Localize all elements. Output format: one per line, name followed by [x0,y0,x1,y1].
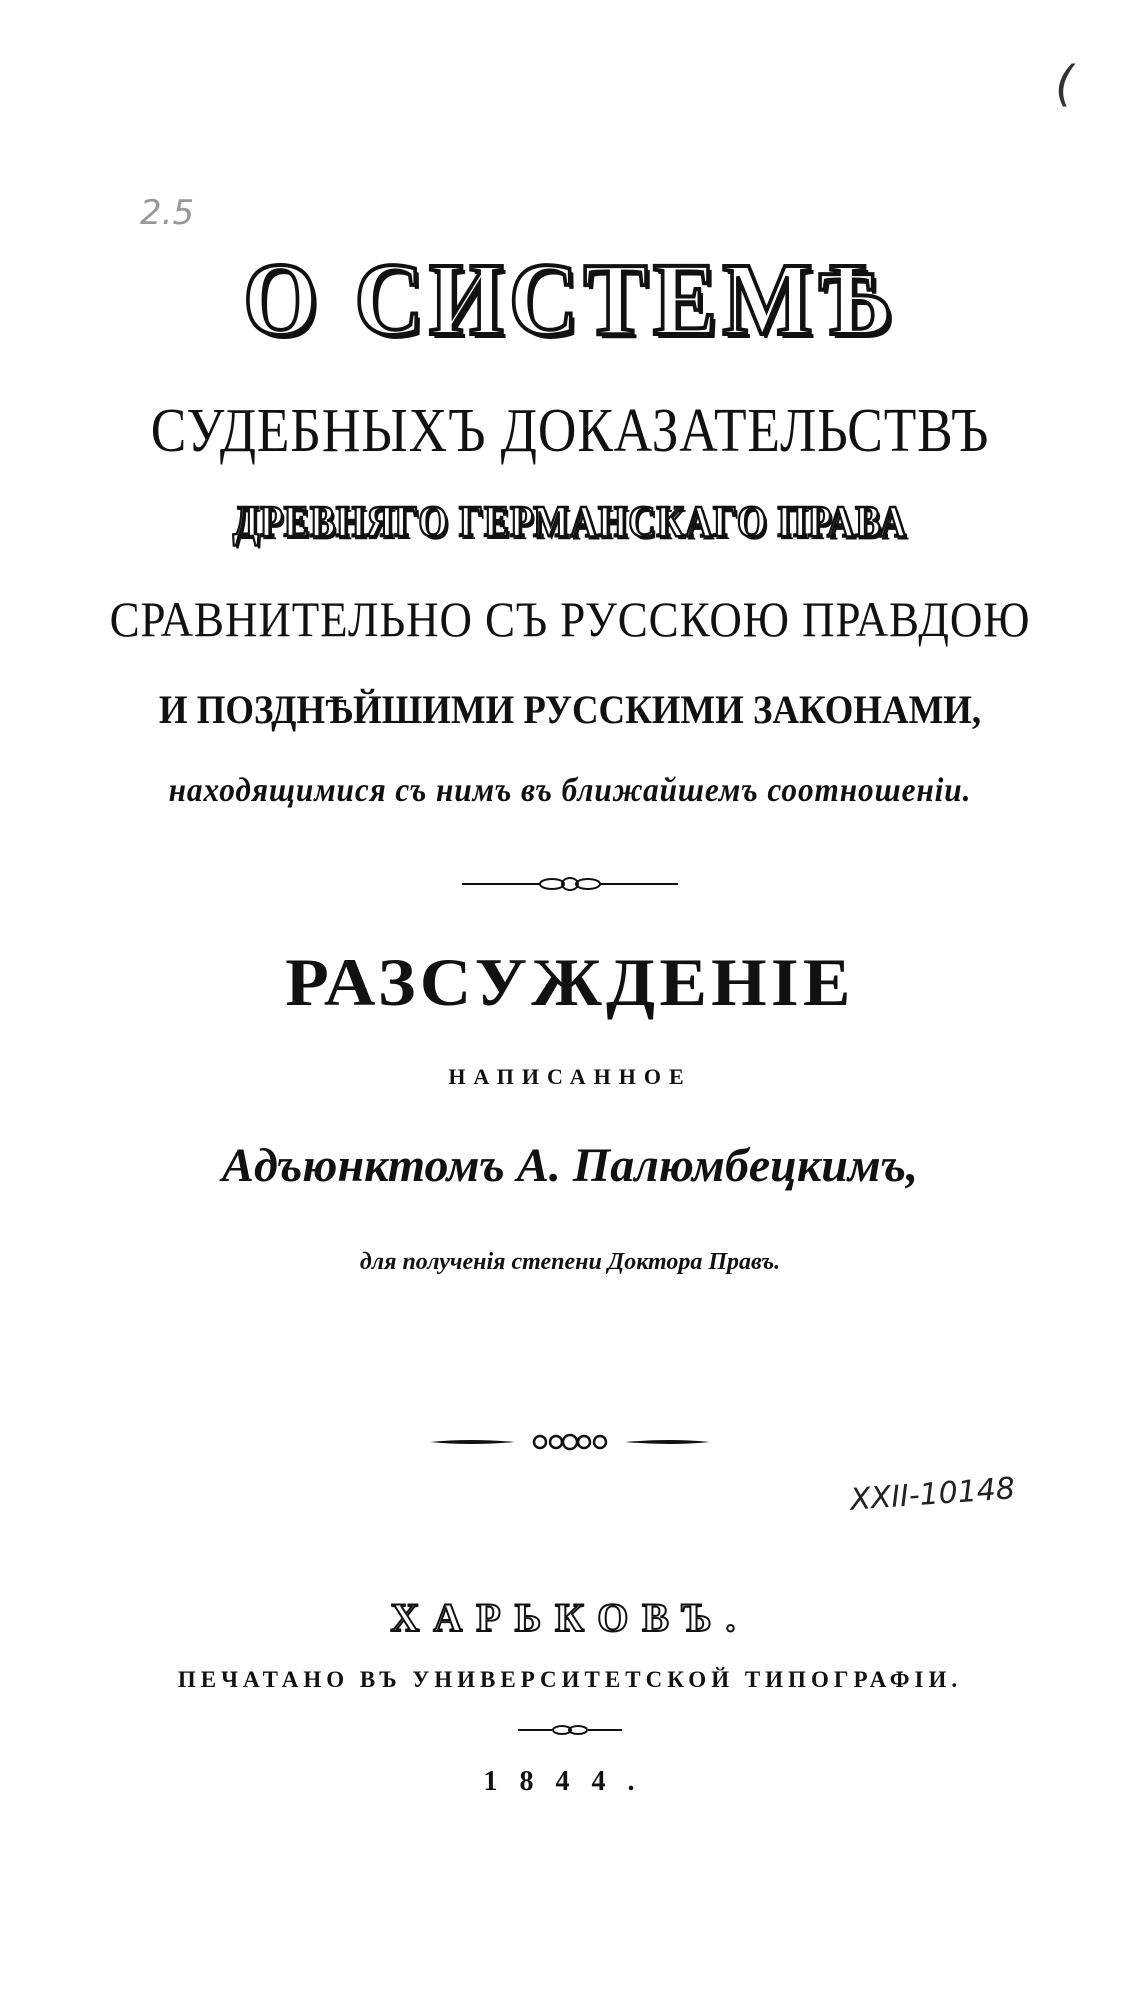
imprint-city: ХАРЬКОВЪ. [390,1595,750,1640]
author-line: Адъюнктомъ А. Палюмбецкимъ, [221,1139,919,1192]
subtitle-line-5: И ПОЗДНѢЙШИМИ РУССКИМИ ЗАКОНАМИ, [158,687,982,732]
handwritten-mark-top-left: 2.5 [140,193,195,233]
handwritten-mark-top-right: ( [1055,56,1074,112]
main-title-word: СИСТЕМѢ [354,242,897,357]
dissertation-heading: РАЗСУЖДЕНІЕ [285,944,855,1020]
imprint-year: 1844. [483,1766,657,1797]
main-title [46,242,1095,357]
subtitle-line-4: СРАВНИТЕЛЬНО СЪ РУССКОЮ ПРАВДОЮ [109,591,1031,647]
degree-line: для полученія степени Доктора Правъ. [359,1249,781,1275]
main-title-o: О [243,242,324,357]
subtitle-line-6: находящимися съ нимъ въ ближайшемъ соотношеніи. [168,772,972,809]
imprint-printer: ПЕЧАТАНО ВЪ УНИВЕРСИТЕТСКОЙ ТИПОГРАФІИ. [177,1667,963,1692]
subtitle-line-2: СУДЕБНЫХЪ ДОКАЗАТЕЛЬСТВЪ [150,397,990,465]
subtitle-line-3: ДРЕВНЯГО ГЕРМАНСКАГО ПРАВА [232,497,908,546]
ornament-divider-1 [0,872,1140,896]
handwritten-shelfmark: XXII-10148 [848,1471,1017,1518]
ornament-divider-3 [0,1718,1140,1742]
ornament-divider-2 [0,1430,1140,1454]
written-label: НАПИСАННОЕ [448,1064,692,1089]
